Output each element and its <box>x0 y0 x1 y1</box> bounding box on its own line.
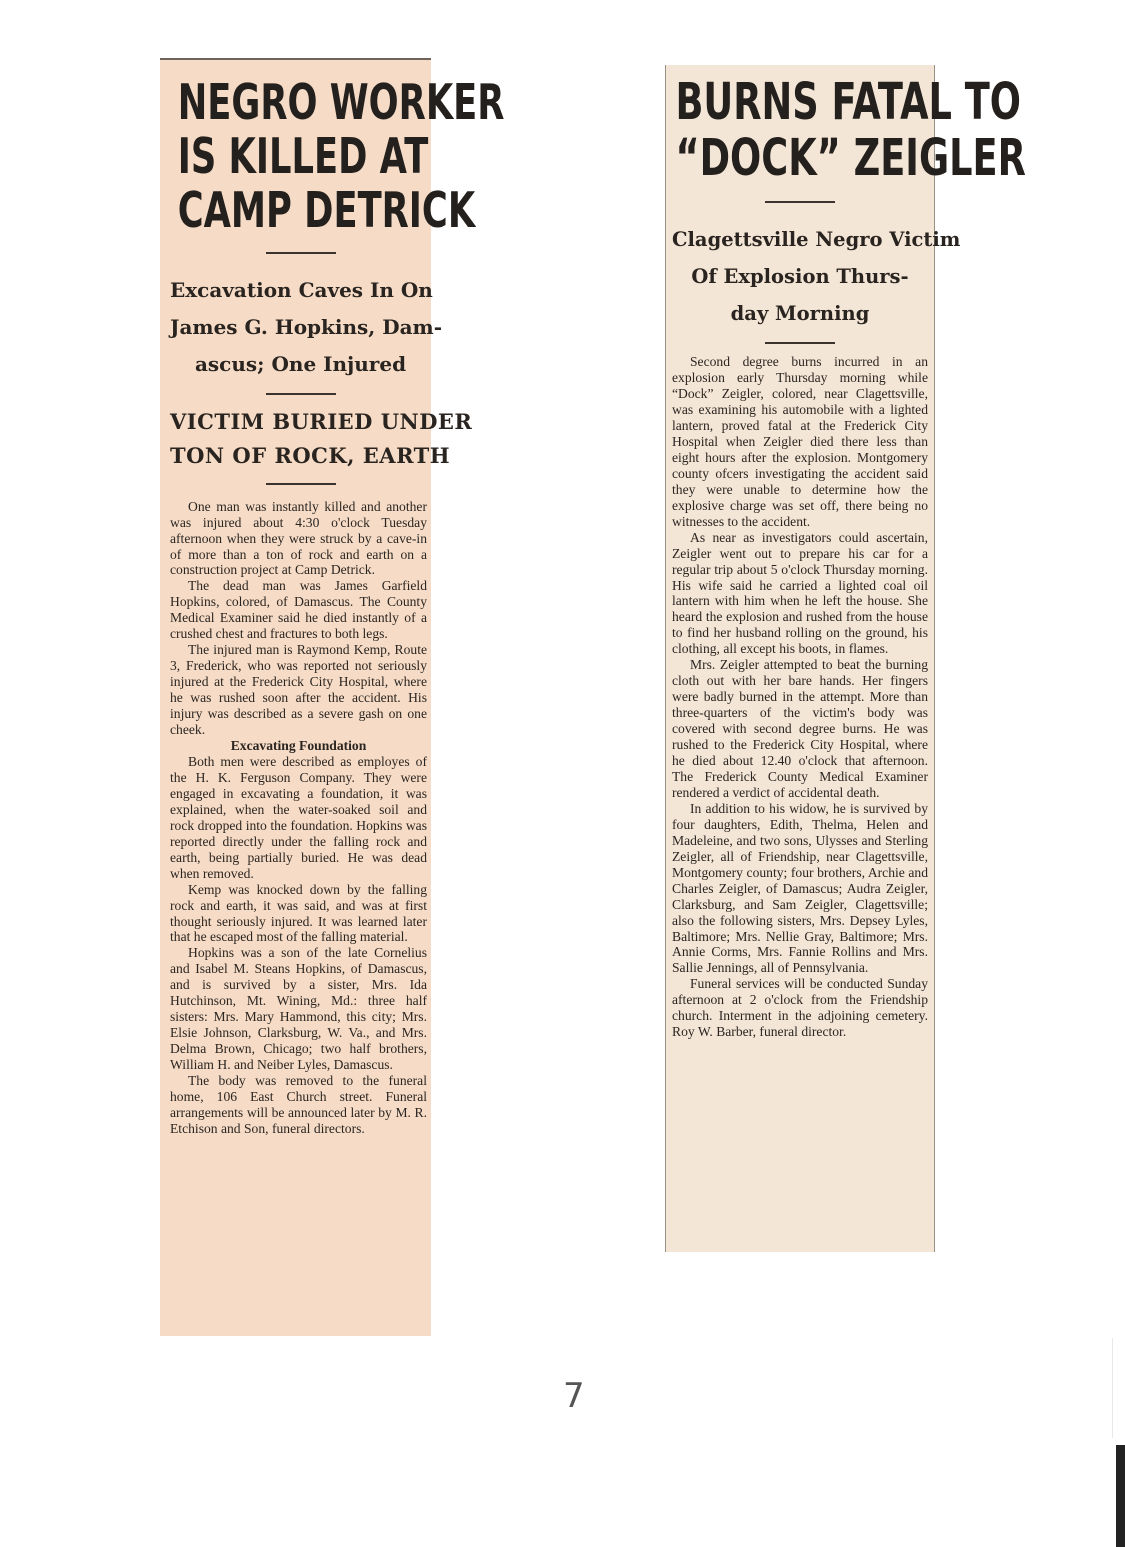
subdeck-line: TON OF ROCK, EARTH <box>170 442 451 468</box>
headline-line: CAMP DETRICK <box>177 181 476 239</box>
paragraph: In addition to his widow, he is survived by four daughters, Edith, Thelma, Helen and Madeleine, and two sons, Ulysses and Sterling Zeigler, all of Friendship, near Clagettsville, Montgomery county; four brothers, Archie and Charles Zeigler, of Damascus; Audra Zeigler, Clarksburg, and Sam Zeigler, Clagettsville; also the following sisters, Mrs. Depsey Lyles, Baltimore; Mrs. Nellie Gray, Baltimore; Mrs. Annie Corms, Mrs. Fannie Rollins and Mrs. Sallie Jennings, all of Pennsylvania. <box>672 800 928 976</box>
deck-line: James G. Hopkins, Dam- <box>170 314 442 339</box>
paragraph: The injured man is Raymond Kemp, Route 3, Frederick, who was reported not seriously injured at the Frederick City Hospital, where he was rushed soon after the accident. His injury was described as a severe gash on one cheek. <box>170 642 427 738</box>
deck-line: Excavation Caves In On <box>170 277 433 302</box>
deck-line: Of Explosion Thurs- <box>691 265 909 289</box>
paragraph: One man was instantly killed and another was injured about 4:30 o'clock Tuesday afternoon when they were struck by a cave-in of more than a ton of rock and earth on a construction project at Camp Detrick. <box>170 498 427 578</box>
divider-rule <box>266 483 336 485</box>
scan-artifact-line <box>1112 1338 1113 1438</box>
page-number: 7 <box>563 1376 585 1416</box>
divider-rule <box>765 201 835 203</box>
headline-line: NEGRO WORKER <box>177 74 505 131</box>
divider-rule <box>266 393 336 395</box>
deck-line: Clagettsville Negro Victim <box>672 228 961 252</box>
headline <box>177 74 505 239</box>
paragraph: Funeral services will be conducted Sunday afternoon at 2 o'clock from the Friendship church. Interment in the adjoining cemetery. Roy W. Barber, funeral director. <box>672 976 928 1040</box>
divider-rule <box>765 342 835 344</box>
paragraph: The dead man was James Garfield Hopkins, colored, of Damascus. The County Medical Examiner said he died instantly of a crushed chest and fractures to both legs. <box>170 578 427 642</box>
scan-edge-mark <box>1116 1445 1125 1547</box>
paragraph: Second degree burns incurred in an explosion early Thursday morning while “Dock” Zeigler, colored, near Clagettsville, was examining his automobile with a lighted lantern, proved fatal at the Frederick City Hospital when Zeigler died there less than eight hours after the explosion. Montgomery county ofcers investigating the accident said they were unable to determine how the explosive charge was set off, there being no witnesses to the accident. <box>672 354 928 529</box>
headline-line: BURNS FATAL TO <box>675 73 1021 132</box>
headline-line: IS KILLED AT <box>177 127 429 185</box>
deck-line: ascus; One Injured <box>194 351 407 376</box>
headline <box>675 73 1026 189</box>
deck <box>672 221 961 332</box>
article-body <box>170 499 431 1137</box>
paragraph: As near as investigators could ascertain, Zeigler went out to prepare his car for a regular trip about 5 o'clock Thursday morning. His wife said he carried a lighted coal oil lantern with him when he left the house. She heard the explosion and rushed from the house to find her husband rolling on the ground, his clothing, all except his boots, in flames. <box>672 529 928 657</box>
subdeck <box>170 405 473 473</box>
deck <box>170 272 442 383</box>
clipping-hopkins <box>160 58 505 1336</box>
subhead: Excavating Foundation <box>230 737 367 753</box>
paragraph: Kemp was knocked down by the falling rock and earth, it was said, and was at first thought seriously injured. It was learned later that he escaped most of the falling material. <box>170 881 427 945</box>
paragraph: Mrs. Zeigler attempted to beat the burning cloth out with her bare hands. Her fingers were badly burned in the attempt. More than three-quarters of the victim's body was covered with second degree burns. He was rushed to the Frederick City Hospital, where he died about 12.40 o'clock that afternoon. The Frederick County Medical Examiner rendered a verdict of accidental death. <box>672 657 928 800</box>
paragraph: Hopkins was a son of the late Cornelius and Isabel M. Steans Hopkins, of Damascus, and is survived by a sister, Mrs. Ida Hutchinson, Mt. Wining, Md.: three half sisters: Mrs. Mary Hammond, this city; Mrs. Elsie Johnson, Clarksburg, W. Va., and Mrs. Delma Brown, Chicago; two half brothers, William H. and Neiber Lyles, Damascus. <box>170 945 427 1073</box>
divider-rule <box>266 252 336 254</box>
paragraph: The body was removed to the funeral home, 106 East Church street. Funeral arrangements will be announced later by M. R. Etchison and Son, funeral directors. <box>170 1073 427 1136</box>
deck-line: day Morning <box>730 302 870 326</box>
subdeck-line: VICTIM BURIED UNDER <box>170 408 473 434</box>
paragraph: Both men were described as employes of the H. K. Ferguson Company. They were engaged in excavating a foundation, it was explained, when the water-soaked soil and rock dropped into the foundation. Hopkins was reported directly under the falling rock and earth, being partially buried. He was dead when removed. <box>170 753 427 881</box>
headline-line: “DOCK” ZEIGLER <box>675 129 1026 189</box>
article-body <box>672 354 928 1040</box>
clipping-zeigler <box>665 65 1026 1252</box>
